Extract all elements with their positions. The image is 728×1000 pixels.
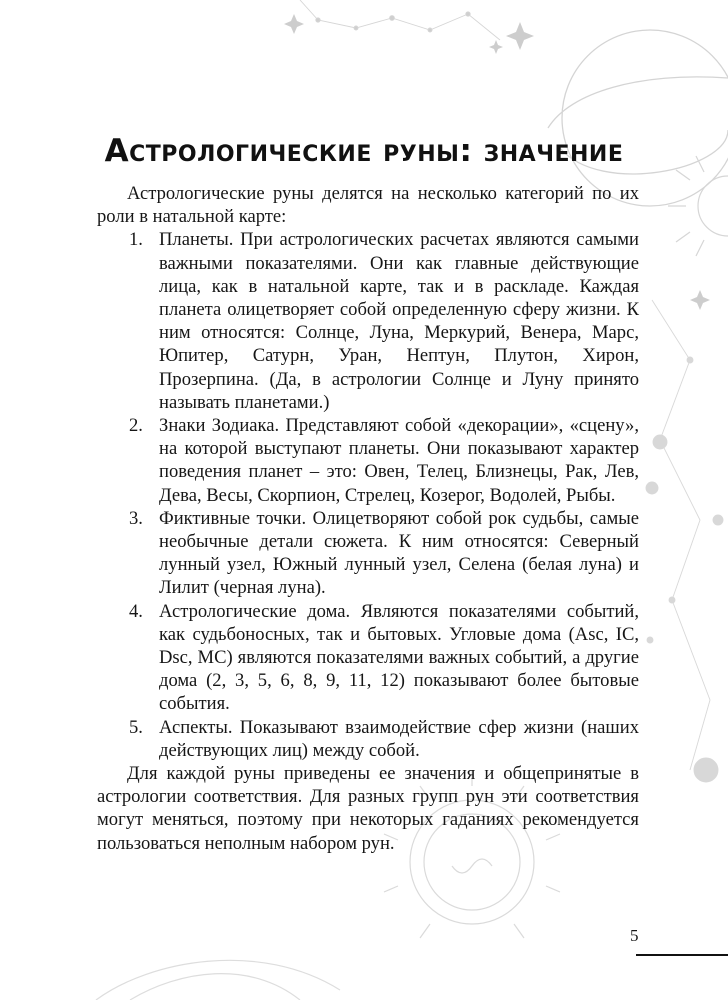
intro-paragraph: Астрологические руны делятся на несколько категорий по их роли в натальной карте: [97, 183, 639, 228]
list-item-text: Знаки Зодиака. Представляют собой «декорации», «сцену», на которой выступают планеты. Они показывают характер поведения планет – это: Овен, Телец, Близнецы, Рак, Лев, Дева, Весы, Скорпион, Стрелец, Козерог, Водолей, Рыбы. [159, 415, 639, 506]
list-item-number: 5. [129, 716, 143, 738]
list-item-text: Планеты. При астрологических расчетах являются самыми важными показателями. Они как главные действующие лица, как в натальной карте, так и в раскладе. Каждая планета олицетворяет собой определенную сферу жизни. К ним относятся: Солнце, Луна, Меркурий, Венера, Марс, Юпитер, Сатурн, Уран, Нептун, Плутон, Хирон, Прозерпина. (Да, в астрологии Солнце и Луну принято называть планетами.) [159, 229, 639, 413]
list-item [97, 414, 639, 507]
list-item [97, 716, 639, 762]
page-body [97, 182, 639, 855]
list-item [97, 228, 639, 414]
moon-icon [96, 960, 340, 1000]
planet-icon [548, 30, 728, 206]
sun-icon [668, 156, 728, 256]
list-item-number: 4. [129, 600, 143, 622]
list-item [97, 600, 639, 716]
page-number: 5 [630, 926, 639, 945]
page-number-rule [636, 954, 728, 956]
list-item-text: Астрологические дома. Являются показателями событий, как судьбоносных, так и бытовых. Угловые дома (Asc, IC, Dsc, MC) являются показателями важных событий, а другие дома (2, 3, 5, 6, 8, 9, 11, 12) показывают более бытовые события. [159, 600, 639, 715]
list-item-number: 1. [129, 229, 143, 251]
outro-paragraph: Для каждой руны приведены ее значения и общепринятые в астрологии соответствия. Для разных групп рун эти соответствия могут меняться, поэтому при некоторых гаданиях рекомендуется пользоваться неполным набором рун. [97, 763, 639, 854]
constellation-icon [300, 0, 500, 40]
list-item-number: 2. [129, 415, 143, 437]
category-list [97, 228, 639, 762]
list-item-number: 3. [129, 507, 143, 529]
constellation-right-icon [646, 300, 723, 782]
list-item [97, 507, 639, 600]
page-title: Астрологические руны: значение [104, 133, 624, 169]
list-item-text: Аспекты. Показывают взаимодействие сфер жизни (наших действующих лиц) между собой. [159, 716, 639, 761]
list-item-text: Фиктивные точки. Олицетворяют собой рок судьбы, самые необычные детали сюжета. К ним относятся: Северный лунный узел, Южный лунный узел, Селена (белая луна) и Лилит (черная луна). [159, 507, 639, 599]
